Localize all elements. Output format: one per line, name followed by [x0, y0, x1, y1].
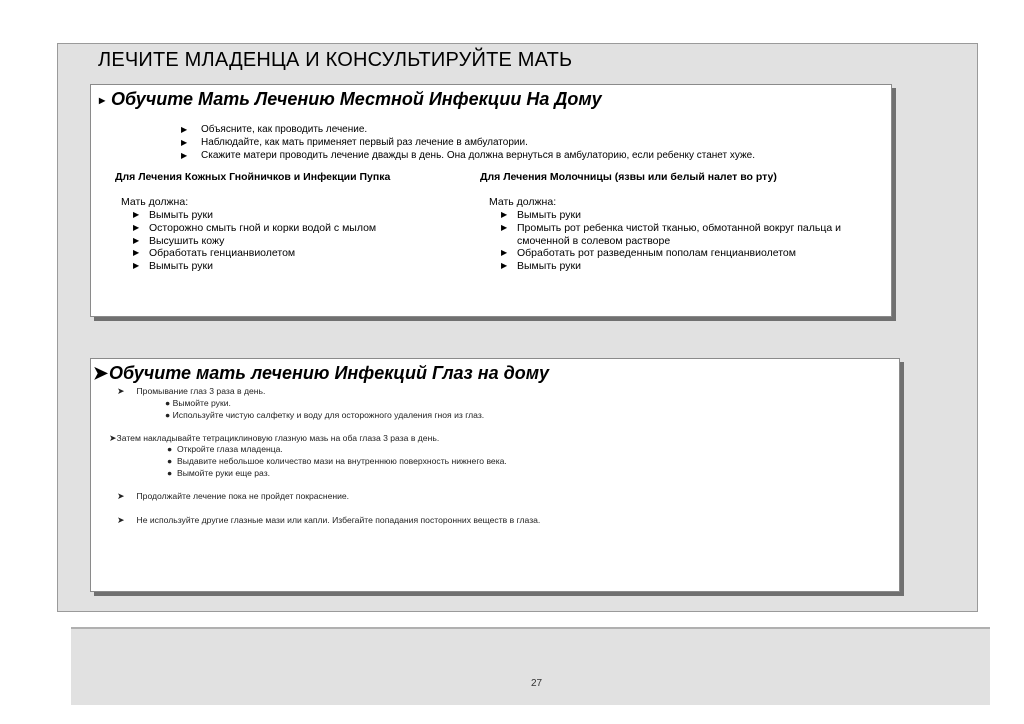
- continue-line: ➤ Продолжайте лечение пока не пройдет покраснение.: [117, 491, 350, 501]
- list-item: ▶ Обработать рот разведенным пополам генцианвиолетом: [501, 247, 796, 260]
- list-item: ● Вымойте руки.: [165, 398, 231, 408]
- skin-steps-list: [133, 209, 376, 273]
- list-item: ▶ Высушить кожу: [133, 234, 225, 247]
- page-number: 27: [531, 678, 543, 689]
- triangle-bullet-icon: ▶: [501, 261, 508, 271]
- dot-bullet-icon: ●: [167, 468, 173, 478]
- list-item: ▶ Вымыть руки: [133, 260, 213, 273]
- dot-bullet-icon: ●: [165, 410, 171, 420]
- list-item: ● Откройте глаза младенца.: [167, 444, 283, 454]
- thrush-treatment-title: Для Лечения Молочницы (язвы или белый налет во рту): [480, 171, 777, 183]
- list-item: ● Используйте чистую салфетку и воду для осторожного удаления гноя из глаз.: [165, 410, 485, 420]
- list-item: ▶ Обработать генцианвиолетом: [133, 247, 296, 260]
- triangle-bullet-icon: ▶: [501, 222, 508, 232]
- arrowhead-bullet-icon: ➤: [117, 515, 125, 525]
- list-item-continuation: смоченной в солевом растворе: [517, 234, 671, 247]
- warning-line: ➤ Не используйте другие глазные мази или капли. Избегайте попадания посторонних веществ в глаза.: [117, 515, 541, 525]
- local-infection-heading: [99, 89, 602, 110]
- triangle-bullet-icon: ▶: [181, 138, 188, 147]
- list-item: ▶ Вымыть руки: [501, 209, 581, 221]
- slide-panel: [57, 43, 978, 612]
- dot-bullet-icon: ●: [167, 456, 173, 466]
- list-item: ▶ Объясните, как проводить лечение.: [181, 124, 368, 135]
- eye-infection-box: [90, 358, 900, 592]
- list-item: ▶ Скажите матери проводить лечение дважды в день. Она должна вернуться в амбулаторию, если ребенку станет хуже.: [181, 150, 756, 161]
- wash-intro-line: ➤ Промывание глаз 3 раза в день.: [117, 386, 266, 396]
- arrowhead-bullet-icon: ➤: [117, 386, 125, 396]
- arrowhead-bullet-icon: ➤: [93, 363, 109, 383]
- local-infection-box: [90, 84, 892, 317]
- triangle-bullet-icon: ▶: [501, 248, 508, 258]
- triangle-bullet-icon: ▶: [181, 151, 188, 160]
- eye-infection-heading: [93, 363, 550, 384]
- dot-bullet-icon: ●: [165, 398, 171, 408]
- triangle-bullet-icon: ▶: [99, 96, 106, 105]
- skin-treatment-title: Для Лечения Кожных Гнойничков и Инфекции Пупка: [115, 171, 391, 183]
- skin-mother-label: Мать должна:: [121, 196, 189, 208]
- ointment-intro-line: ➤Затем накладывайте тетрациклиновую глазную мазь на оба глаза 3 раза в день.: [109, 433, 440, 443]
- triangle-bullet-icon: ▶: [133, 210, 140, 219]
- list-item: ▶ Осторожно смыть гной и корки водой с мылом: [133, 221, 377, 234]
- local-infection-heading-text: Обучите Мать Лечению Местной Инфекции На Дому: [111, 89, 602, 109]
- triangle-bullet-icon: ▶: [133, 261, 140, 271]
- page-footer: [71, 627, 990, 705]
- thrush-steps-list: [501, 209, 841, 273]
- dot-bullet-icon: ●: [167, 444, 173, 454]
- arrowhead-bullet-icon: ➤: [109, 433, 117, 443]
- list-item: ▶ Промыть рот ребенка чистой тканью, обмотанной вокруг пальца и: [501, 221, 841, 234]
- triangle-bullet-icon: ▶: [501, 210, 508, 219]
- thrush-mother-label: Мать должна:: [489, 196, 557, 208]
- list-item: ▶ Наблюдайте, как мать применяет первый раз лечение в амбулатории.: [181, 137, 528, 148]
- slide-title: ЛЕЧИТЕ МЛАДЕНЦА И КОНСУЛЬТИРУЙТЕ МАТЬ: [98, 49, 573, 71]
- triangle-bullet-icon: ▶: [181, 125, 188, 134]
- list-item: ▶ Вымыть руки: [501, 260, 581, 273]
- arrowhead-bullet-icon: ➤: [117, 491, 125, 501]
- list-item: ● Вымойте руки еще раз.: [167, 468, 271, 478]
- eye-infection-heading-text: Обучите мать лечению Инфекций Глаз на дому: [109, 363, 550, 383]
- list-item: ▶ Вымыть руки: [133, 209, 213, 221]
- triangle-bullet-icon: ▶: [133, 235, 140, 245]
- triangle-bullet-icon: ▶: [133, 222, 140, 232]
- triangle-bullet-icon: ▶: [133, 248, 140, 258]
- list-item: ● Выдавите небольшое количество мази на внутреннюю поверхность нижнего века.: [167, 456, 507, 466]
- intro-list: [181, 123, 755, 162]
